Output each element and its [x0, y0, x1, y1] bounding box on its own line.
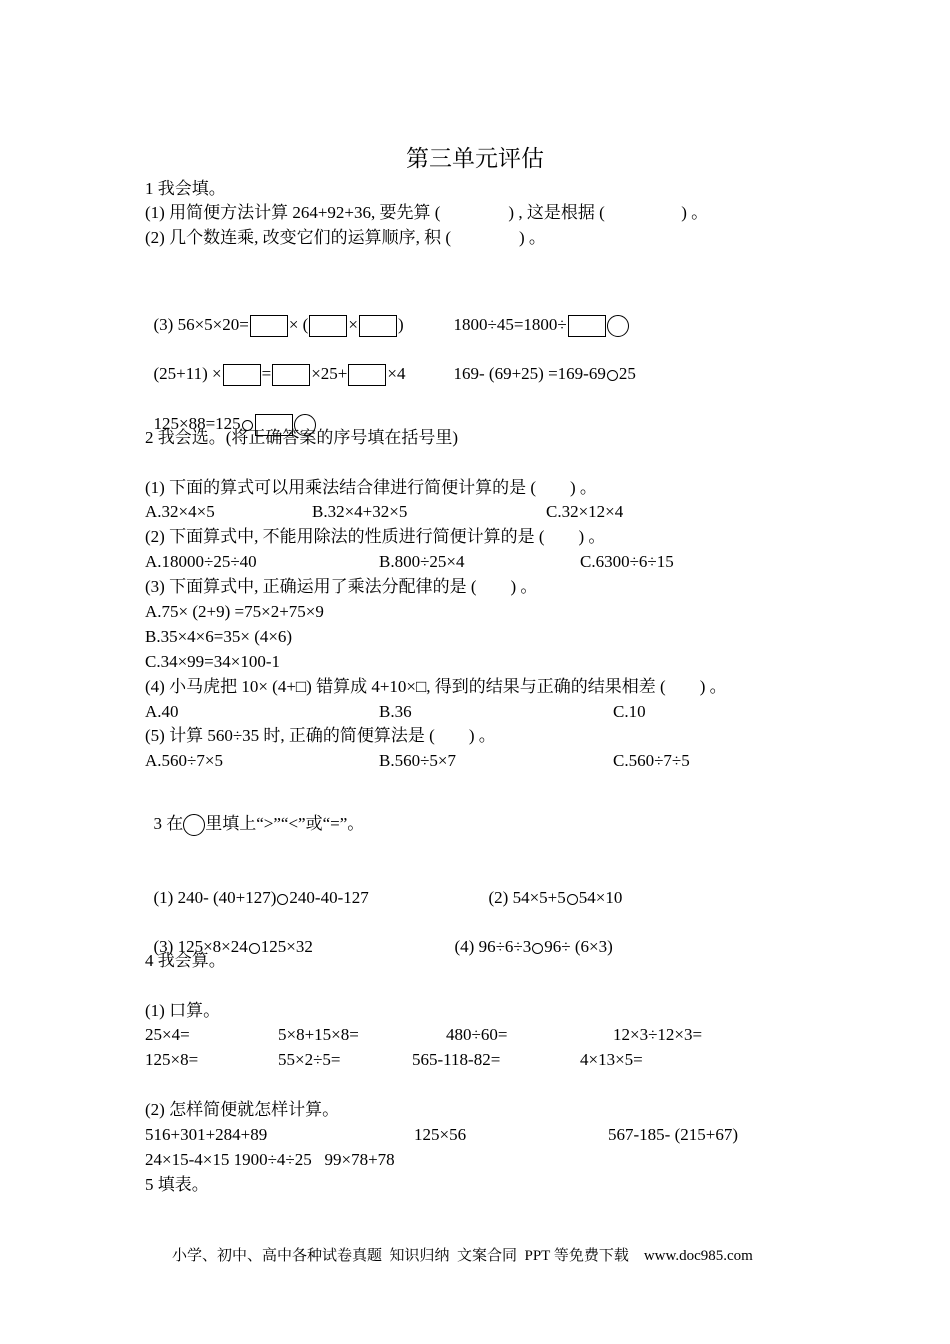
- oral-calc-item: 25×4=: [145, 1025, 190, 1044]
- s2-q5-option-a: A.560÷7×5: [145, 751, 223, 770]
- answer-box[interactable]: [359, 315, 397, 337]
- calc-item: 516+301+284+89: [145, 1125, 268, 1144]
- calc-item: 567-185- (215+67): [608, 1125, 738, 1144]
- answer-box[interactable]: [250, 315, 288, 337]
- oral-calc-item: 125×8=: [145, 1050, 199, 1069]
- s2-q5-option-c: C.560÷7÷5: [613, 751, 690, 770]
- answer-circle[interactable]: [277, 894, 288, 905]
- expr-text: (25+11) ×: [153, 364, 222, 383]
- answer-circle[interactable]: [532, 943, 543, 954]
- expr-text: (2) 54×5+5: [488, 888, 566, 907]
- s1-question-2: (2) 几个数连乘, 改变它们的运算顺序, 积 ( ) 。: [145, 228, 546, 247]
- section-1-heading: 1 我会填。: [145, 179, 226, 198]
- expr-text: (1) 240- (40+127): [153, 888, 277, 907]
- s2-q4-option-c: C.10: [613, 702, 646, 721]
- s2-q5-option-b: B.560÷5×7: [379, 751, 457, 770]
- s2-q4-option-a: A.40: [145, 702, 179, 721]
- s1-question-1: (1) 用简便方法计算 264+92+36, 要先算 ( ) , 这是根据 ( ) 。: [145, 203, 709, 222]
- section-4-heading: 4 我会算。: [145, 951, 226, 970]
- s2-q3-option-a: A.75× (2+9) =75×2+75×9: [145, 602, 324, 621]
- oral-calc-item: 55×2÷5=: [278, 1050, 341, 1069]
- expr-text: 1800÷45=1800÷: [453, 315, 567, 334]
- oral-calc-item: 5×8+15×8=: [278, 1025, 359, 1044]
- heading-text: 里填上“>”“<”或“=”。: [205, 814, 365, 833]
- s2-question-3: (3) 下面算式中, 正确运用了乘法分配律的是 ( ) 。: [145, 577, 538, 596]
- s2-q1-option-b: B.32×4+32×5: [312, 502, 408, 521]
- heading-text: 3 在: [153, 814, 184, 833]
- circle-icon: [183, 814, 205, 836]
- oral-calc-item: 565-118-82=: [412, 1050, 501, 1069]
- s4-question-1: (1) 口算。: [145, 1001, 221, 1020]
- expr-text: 54×10: [578, 888, 623, 907]
- s2-q2-option-c: C.6300÷6÷15: [580, 552, 674, 571]
- s1-question-3a: [145, 292, 404, 337]
- expr-text: (3) 125×8×24: [153, 937, 248, 956]
- answer-circle[interactable]: [249, 943, 260, 954]
- s2-q4-option-b: B.36: [379, 702, 412, 721]
- s3-question-2: [480, 865, 622, 909]
- s2-q3-option-c: C.34×99=34×100-1: [145, 652, 281, 671]
- answer-circle[interactable]: [607, 315, 629, 337]
- section-2-heading: 2 我会选。(将正确答案的序号填在括号里): [145, 428, 459, 447]
- calc-item: 125×56: [414, 1125, 467, 1144]
- expr-text: ): [397, 315, 404, 334]
- s3-question-4: [446, 914, 613, 958]
- answer-box[interactable]: [568, 315, 606, 337]
- s2-q3-option-b: B.35×4×6=35× (4×6): [145, 627, 293, 646]
- s2-q1-option-a: A.32×4×5: [145, 502, 215, 521]
- s2-question-5: (5) 计算 560÷35 时, 正确的简便算法是 ( ) 。: [145, 726, 496, 745]
- s2-question-2: (2) 下面算式中, 不能用除法的性质进行简便计算的是 ( ) 。: [145, 527, 606, 546]
- expr-text: 240-40-127: [289, 888, 369, 907]
- expr-text: 125×32: [260, 937, 313, 956]
- s2-question-1: (1) 下面的算式可以用乘法结合律进行简便计算的是 ( ) 。: [145, 478, 597, 497]
- expr-text: 169- (69+25) =169-69: [453, 364, 606, 383]
- footer-text: 小学、初中、高中各种试卷真题 知识归纳 文案合同 PPT 等免费下载 www.doc985.com: [172, 1248, 753, 1264]
- s2-q2-option-b: B.800÷25×4: [379, 552, 465, 571]
- section-3-heading: [145, 791, 364, 836]
- expr-text: =: [261, 364, 272, 383]
- calc-item-row: 24×15-4×15 1900÷4÷25 99×78+78: [145, 1150, 395, 1169]
- answer-box[interactable]: [348, 364, 386, 386]
- expr-text: (4) 96÷6÷3: [454, 937, 532, 956]
- answer-box[interactable]: [309, 315, 347, 337]
- s3-question-1: [145, 865, 369, 909]
- answer-circle[interactable]: [567, 894, 578, 905]
- expr-text: ×: [348, 315, 358, 334]
- answer-circle[interactable]: [607, 370, 618, 381]
- oral-calc-item: 480÷60=: [446, 1025, 508, 1044]
- expr-text: ×25+: [311, 364, 348, 383]
- s2-q2-option-a: A.18000÷25÷40: [145, 552, 257, 571]
- oral-calc-item: 12×3÷12×3=: [613, 1025, 703, 1044]
- page-title: 第三单元评估: [406, 146, 544, 172]
- s2-question-4: (4) 小马虎把 10× (4+□) 错算成 4+10×□, 得到的结果与正确的结果相差 ( ) 。: [145, 677, 727, 696]
- expr-text: (3) 56×5×20=: [153, 315, 249, 334]
- oral-calc-item: 4×13×5=: [580, 1050, 643, 1069]
- expr-text: 125×88=125: [153, 414, 241, 433]
- section-5-heading: 5 填表。: [145, 1175, 209, 1194]
- s2-q1-option-c: C.32×12×4: [546, 502, 624, 521]
- expr-text: ×4: [387, 364, 406, 383]
- answer-box[interactable]: [223, 364, 261, 386]
- s4-question-2: (2) 怎样简便就怎样计算。: [145, 1100, 340, 1119]
- s1-question-3c: [145, 341, 406, 386]
- expr-text: × (: [288, 315, 309, 334]
- expr-text: 96÷ (6×3): [544, 937, 613, 956]
- expr-text: 25: [618, 364, 636, 383]
- answer-box[interactable]: [272, 364, 310, 386]
- s1-question-3d: [445, 341, 636, 385]
- s1-question-3b: [445, 292, 629, 337]
